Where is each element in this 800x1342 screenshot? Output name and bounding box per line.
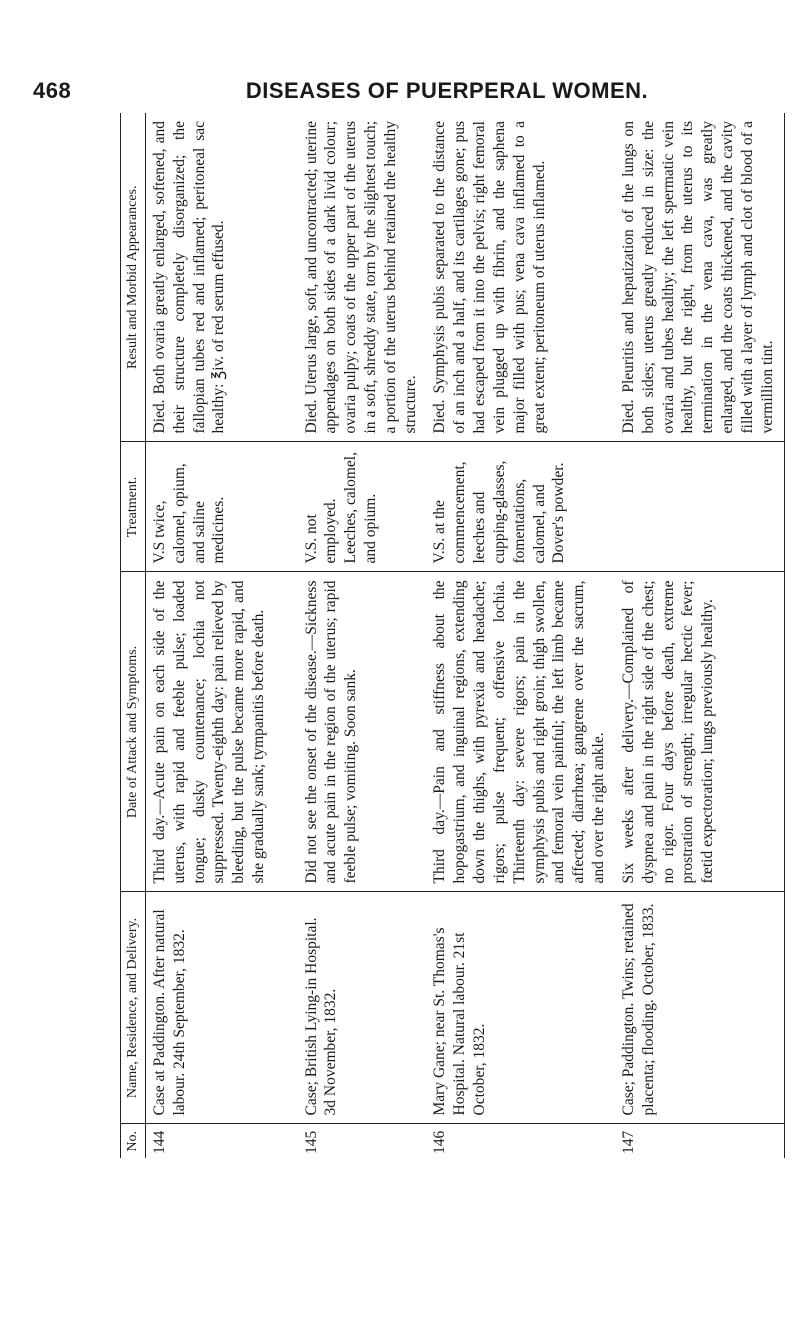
col-header-name: Name, Residence, and Delivery.: [121, 892, 146, 1124]
case-name: Case; Paddington. Twins; retained placenta; flooding. October, 1833.: [615, 892, 784, 1124]
case-number: 147: [619, 1130, 637, 1154]
case-table-rotated: [120, 113, 776, 1158]
case-table: [120, 113, 785, 1158]
table-row: [298, 113, 427, 1158]
case-result: Died. Symphysis pubis separated to the distance of an inch and a half, and its cartilages gone; pus had escaped from it into the pelvis; right femoral vein plugged up with fibrin, and the saphena major filled with pus; vena cava inflamed to a great extent; peritoneum of uterus inflamed.: [426, 113, 614, 442]
table-header-row: [121, 113, 146, 1158]
case-result: Died. Both ovaria greatly enlarged, softened, and their structure completely disorganized; the fallopian tubes red and inflamed; peritoneal sac healthy: ℥iv. of red serum effused.: [146, 113, 298, 442]
page-number: 468: [33, 78, 72, 103]
case-treatment: V.S. at the commencement, leeches and cupping-glasses, fomentations, calomel, and Dover's powder.: [426, 442, 614, 572]
table-row: [146, 113, 298, 1158]
col-header-no: No.: [121, 1124, 146, 1158]
col-header-treatment: Treatment.: [121, 442, 146, 572]
table-row: [615, 113, 784, 1158]
page-header: [0, 0, 800, 103]
case-treatment: [615, 442, 784, 572]
case-result: Died. Pleuritis and hepatization of the lungs on both sides; uterus greatly reduced in size: the ovaria and tubes healthy; the left spermatic vein healthy, but the right, from the uterus to its termination in the vena cava, was greatly enlarged, and the coats thickened, and the cavity filled with a layer of lymph and clot of blood of a vermillion tint.: [615, 113, 784, 442]
table-row: [426, 113, 614, 1158]
col-header-result: Result and Morbid Appearances.: [121, 113, 146, 442]
col-header-date: Date of Attack and Symptoms.: [121, 572, 146, 892]
case-symptoms: Six weeks after delivery.—Complained of dyspnea and pain in the right side of the chest; no rigor. Four days before death, extreme prostration of strength; irregular hectic fever; fœtid expectoration; lungs previously healthy.: [615, 572, 784, 892]
case-name: Case; British Lying-in Hospital. 3d November, 1832.: [298, 892, 427, 1124]
case-number: 144: [151, 1130, 168, 1154]
case-number: 146: [431, 1130, 449, 1154]
case-number: 145: [302, 1130, 320, 1154]
case-symptoms: Did not see the onset of the disease.—Sickness and acute pain in the region of the uterus; rapid feeble pulse; vomiting. Soon sank.: [298, 572, 427, 892]
case-name: Mary Gane; near St. Thomas's Hospital. Natural labour. 21st October, 1832.: [426, 892, 614, 1124]
case-name: Case at Paddington. After natural labour. 24th September, 1832.: [146, 892, 298, 1124]
case-treatment: V.S twice, calomel, opium, and saline medicines.: [146, 442, 298, 572]
case-symptoms: Third day.—Pain and stiffness about the hopogastrium, and inguinal regions, extending down the thighs, with pyrexia and headache; rigors; pulse frequent; offensive lochia. Thirteenth day: severe rigors; pain in the symphysis pubis and right groin; thigh swollen, and femoral vein painful; the left limb became affected; diarrhœa; gangrene over the sacrum, and over the right ankle.: [426, 572, 614, 892]
case-result: Died. Uterus large, soft, and uncontracted; uterine appendages on both sides of a dark livid colour; ovaria pulpy; coats of the upper part of the uterus in a soft, shreddy state, torn by the slightest touch; a portion of the uterus behind retained the healthy structure.: [298, 113, 427, 442]
case-treatment: V.S. not employed. Leeches, calomel, and opium.: [298, 442, 427, 572]
case-symptoms: Third day.—Acute pain on each side of the uterus, with rapid and feeble pulse; loaded tongue; dusky countenance; lochia not suppressed. Twenty-eighth day: pain relieved by bleeding, but the pulse became more rapid, and she gradually sank; tympanitis before death.: [146, 572, 298, 892]
running-title: DISEASES OF PUERPERAL WOMEN.: [245, 78, 649, 103]
